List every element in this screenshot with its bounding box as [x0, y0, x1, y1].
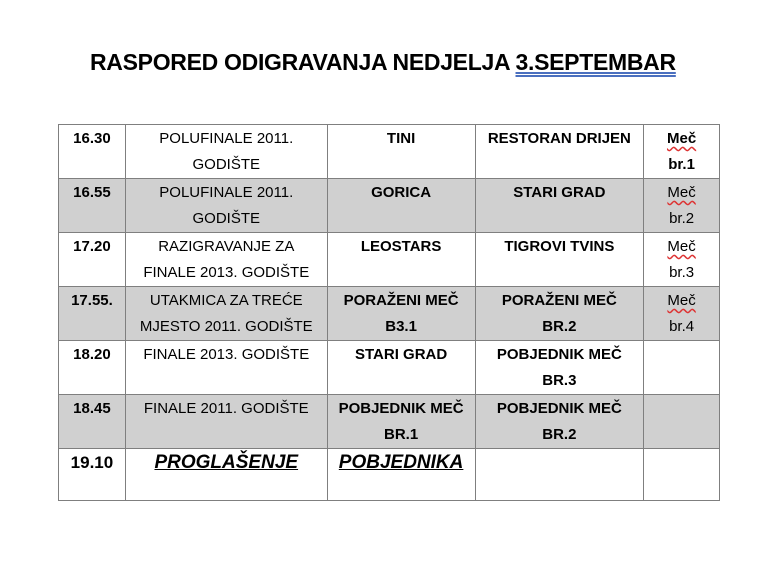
description-cell: [125, 233, 327, 287]
description-cell: [125, 125, 327, 179]
match-number-cell: [644, 395, 720, 449]
team1-cell: TINI: [327, 125, 475, 179]
team1-cell: STARI GRAD: [327, 341, 475, 395]
title-date: 3.SEPTEMBAR: [515, 49, 676, 75]
team1-line: PORAŽENI MEČ: [343, 292, 459, 309]
table-row: [59, 341, 720, 395]
team2-line: BR.3: [542, 372, 577, 389]
empty-cell: [644, 449, 720, 501]
desc-line: FINALE 2013. GODIŠTE: [143, 264, 310, 281]
ceremony-cell: [125, 449, 327, 501]
mec-label: Meč: [666, 130, 697, 147]
time-cell: 17.55.: [59, 287, 126, 341]
time-cell: 16.55: [59, 179, 126, 233]
br-label: br.2: [669, 210, 695, 227]
br-label: br.3: [669, 264, 695, 281]
team2-cell: [475, 287, 644, 341]
table-row: [59, 125, 720, 179]
match-number-cell: [644, 287, 720, 341]
desc-line: GODIŠTE: [192, 210, 261, 227]
desc-line: UTAKMICA ZA TREĆE: [149, 292, 303, 309]
description-cell: [125, 179, 327, 233]
desc-line: POLUFINALE 2011.: [159, 130, 294, 147]
description-cell: [125, 287, 327, 341]
mec-label: Meč: [667, 238, 696, 255]
table-row: [59, 233, 720, 287]
team1-line: POBJEDNIK MEČ: [338, 400, 464, 417]
table-row: [59, 395, 720, 449]
team2-line: BR.2: [542, 426, 577, 443]
mec-label: Meč: [667, 292, 696, 309]
title-main: RASPORED ODIGRAVANJA NEDJELJA: [90, 49, 516, 75]
ceremony-word: POBJEDNIKA: [338, 452, 464, 473]
desc-line: RAZIGRAVANJE ZA: [158, 238, 295, 255]
team2-cell: [475, 341, 644, 395]
time-cell: 16.30: [59, 125, 126, 179]
match-number-cell: [644, 233, 720, 287]
time-cell: 18.45: [59, 395, 126, 449]
team2-line: BR.2: [542, 318, 577, 335]
team2-cell: RESTORAN DRIJEN: [475, 125, 644, 179]
team2-cell: [475, 395, 644, 449]
schedule-table: [58, 124, 720, 501]
team1-cell: [327, 287, 475, 341]
mec-label: Meč: [667, 184, 696, 201]
desc-line: MJESTO 2011. GODIŠTE: [139, 318, 313, 335]
table-row: [59, 179, 720, 233]
table-row: [59, 449, 720, 501]
team1-line: B3.1: [385, 318, 417, 335]
team2-cell: TIGROVI TVINS: [475, 233, 644, 287]
time-cell: 17.20: [59, 233, 126, 287]
table-row: [59, 287, 720, 341]
desc-line: POLUFINALE 2011.: [159, 184, 294, 201]
team2-line: POBJEDNIK MEČ: [496, 346, 622, 363]
ceremony-cell: [327, 449, 475, 501]
br-label: br.1: [668, 156, 695, 173]
page-title: [90, 49, 676, 76]
description-cell: FINALE 2011. GODIŠTE: [125, 395, 327, 449]
description-cell: FINALE 2013. GODIŠTE: [125, 341, 327, 395]
team2-line: PORAŽENI MEČ: [501, 292, 617, 309]
team1-line: BR.1: [384, 426, 419, 443]
match-number-cell: [644, 341, 720, 395]
team2-line: POBJEDNIK MEČ: [496, 400, 622, 417]
team1-cell: [327, 395, 475, 449]
desc-line: GODIŠTE: [192, 156, 261, 173]
time-cell: 19.10: [59, 449, 126, 501]
team1-cell: LEOSTARS: [327, 233, 475, 287]
empty-cell: [475, 449, 644, 501]
team2-cell: STARI GRAD: [475, 179, 644, 233]
match-number-cell: [644, 125, 720, 179]
ceremony-word: PROGLAŠENJE: [154, 452, 299, 473]
br-label: br.4: [669, 318, 695, 335]
match-number-cell: [644, 179, 720, 233]
time-cell: 18.20: [59, 341, 126, 395]
team1-cell: GORICA: [327, 179, 475, 233]
